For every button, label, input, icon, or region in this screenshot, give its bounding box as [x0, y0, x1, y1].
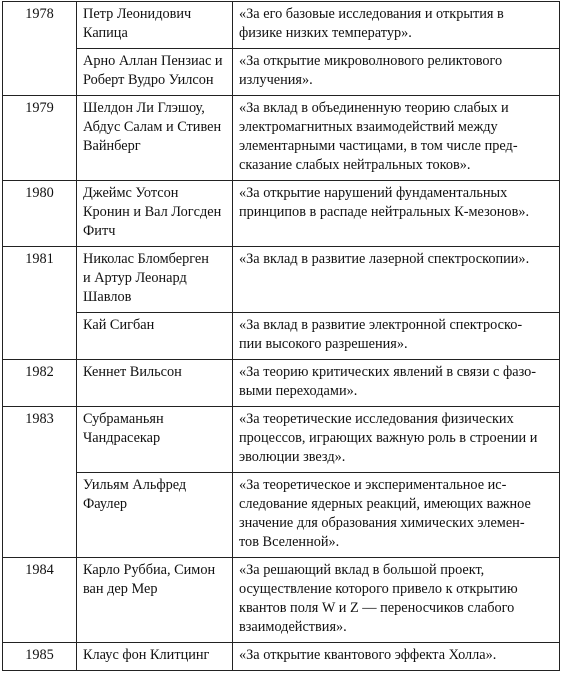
table-row — [3, 643, 560, 671]
citation-cell: «За открытие квантового эффекта Холла». — [233, 643, 560, 671]
citation-cell: «За теоретическое и экспериментальное ис- следование ядерных реакций, имеющих важное значение для образования химических элемен- тов Вселенной». — [233, 473, 560, 558]
table-row — [3, 181, 560, 247]
citation-cell: «За его базовые исследования и открытия в физике низких температур». — [233, 2, 560, 49]
nobel-physics-table — [2, 1, 560, 671]
laureate-cell: Арно Аллан Пензиас и Роберт Вудро Уилсон — [77, 49, 233, 96]
year-cell: 1984 — [3, 558, 77, 643]
citation-cell: «За вклад в развитие лазерной спектроскопии». — [233, 247, 560, 313]
laureate-cell: Карло Руббиа, Симон ван дер Мер — [77, 558, 233, 643]
year-cell: 1979 — [3, 96, 77, 181]
table-row — [3, 407, 560, 473]
table-body — [3, 2, 560, 671]
laureate-cell: Клаус фон Клитцинг — [77, 643, 233, 671]
laureate-cell: Николас Бломберген и Артур Леонард Шавлов — [77, 247, 233, 313]
laureate-cell: Кеннет Вильсон — [77, 360, 233, 407]
table-row — [3, 2, 560, 49]
laureate-cell: Шелдон Ли Глэшоу, Абдус Салам и Стивен Вайнберг — [77, 96, 233, 181]
citation-cell: «За открытие микроволнового реликтового излучения». — [233, 49, 560, 96]
table-row — [3, 558, 560, 643]
table-row — [3, 247, 560, 313]
table-row — [3, 49, 560, 96]
citation-cell: «За теоретические исследования физических процессов, играющих важную роль в строении и эволюции звезд». — [233, 407, 560, 473]
year-cell: 1980 — [3, 181, 77, 247]
year-cell: 1983 — [3, 407, 77, 558]
table-row — [3, 313, 560, 360]
citation-cell: «За решающий вклад в большой проект, осуществление которого привело к открытию квантов поля W и Z — переносчиков слабого взаимодействия». — [233, 558, 560, 643]
table-row — [3, 473, 560, 558]
laureate-cell: Кай Сигбан — [77, 313, 233, 360]
citation-cell: «За вклад в объединенную теорию слабых и электромагнитных взаимодействий между элементарными частицами, в том числе пред- сказание слабых нейтральных токов». — [233, 96, 560, 181]
table-row — [3, 96, 560, 181]
year-cell: 1985 — [3, 643, 77, 671]
table-row — [3, 360, 560, 407]
laureate-cell: Уильям Альфред Фаулер — [77, 473, 233, 558]
laureate-cell: Джеймс Уотсон Кронин и Вал Логсден Фитч — [77, 181, 233, 247]
laureate-cell: Петр Леонидович Капица — [77, 2, 233, 49]
citation-cell: «За открытие нарушений фундаментальных принципов в распаде нейтральных К-мезонов». — [233, 181, 560, 247]
laureate-cell: Субраманьян Чандрасекар — [77, 407, 233, 473]
citation-cell: «За вклад в развитие электронной спектроско- пии высокого разрешения». — [233, 313, 560, 360]
year-cell: 1981 — [3, 247, 77, 360]
citation-cell: «За теорию критических явлений в связи с фазо- выми переходами». — [233, 360, 560, 407]
year-cell: 1982 — [3, 360, 77, 407]
year-cell: 1978 — [3, 2, 77, 96]
